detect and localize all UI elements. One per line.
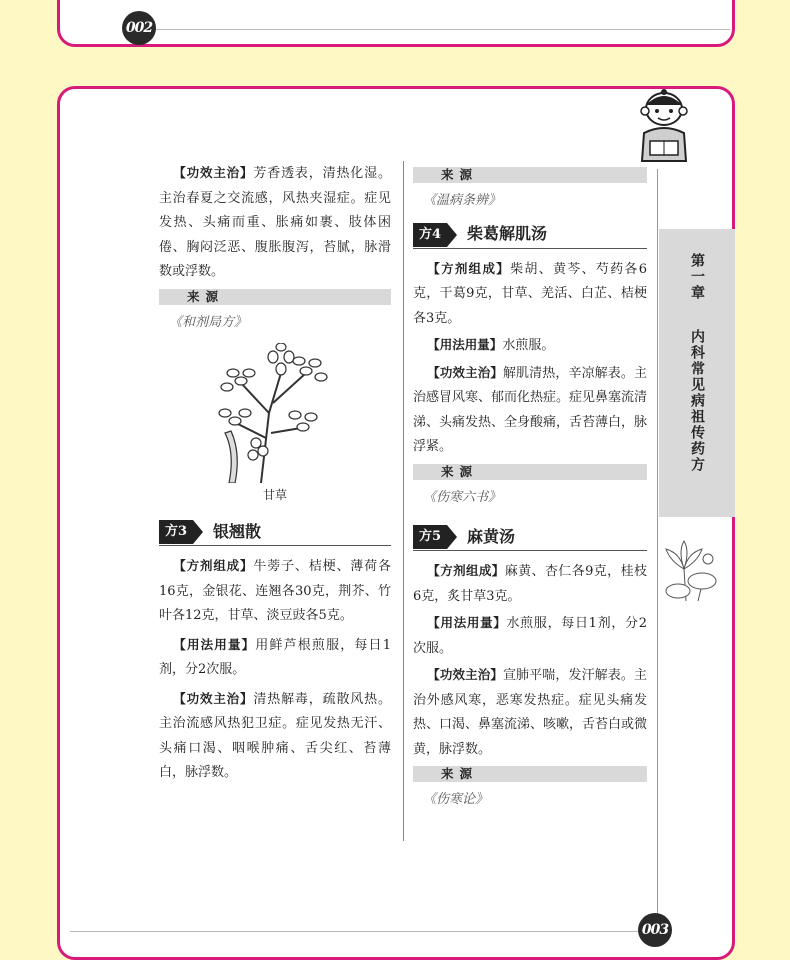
page-footer-line [150,29,730,30]
usage-text: 用鲜芦根煎服，每日1剂，分2次服。 [159,637,391,677]
prescription-tag: 方3 [159,520,193,544]
licorice-plant-icon [211,343,331,483]
prescription-5-header [413,524,647,551]
page-number-badge: 002 [122,11,156,45]
chapter-tab [659,229,735,517]
page-footer-line [70,931,638,932]
source-header: 来源 [413,464,647,480]
composition-text: 柴胡、黄芩、芍药各6克，干葛9克，甘草、羌活、白芷、桔梗各3克。 [413,261,647,326]
composition-text: 牛蒡子、桔梗、薄荷各16克，金银花、连翘各30克，荆芥、竹叶各12克，甘草、淡豆豉各5克。 [159,559,391,623]
previous-page [57,0,735,47]
source-header: 来源 [159,289,391,305]
column-divider [403,161,404,841]
composition-label: 【方剂组成】 [427,260,511,276]
source-header: 来源 [413,766,647,782]
usage-label: 【用法用量】 [173,636,256,652]
chapter-number: 第一章 [689,253,705,301]
lotus-icon [664,539,720,605]
current-page [57,86,735,960]
source-header: 来源 [413,167,647,183]
prescription-tag: 方4 [413,223,447,247]
prescription-name: 麻黄汤 [467,526,516,546]
effect-text: 解肌清热，辛凉解表。主治感冒风寒、郁而化热症。症见鼻塞流清涕、头痛发热、全身酸痛，舌苔薄白，脉浮紧。 [413,365,648,454]
source-name: 《温病条辨》 [423,193,502,208]
composition-label: 【方剂组成】 [173,558,254,573]
composition-text: 麻黄、杏仁各9克，桂枝6克，炙甘草3克。 [413,564,647,604]
prescription-name: 柴葛解肌汤 [467,224,548,244]
effect-text: 宣肺平喘，发汗解表。主治外感风寒，恶寒发热症。症见头痛发热、口渴、鼻塞流涕、咳嗽，舌苔白或微黄，脉浮数。 [413,668,648,757]
side-divider [657,169,658,929]
effect-label: 【功效主治】 [427,667,503,682]
prescription-3-header [159,519,391,546]
effect-label: 【功效主治】 [427,364,503,380]
source-name: 《伤寒六书》 [423,489,502,505]
composition-label: 【方剂组成】 [427,563,505,578]
source-name: 《和剂局方》 [169,314,248,330]
effect-label: 【功效主治】 [173,690,254,706]
boy-mascot-icon [628,89,700,163]
herb-illustration [159,343,391,511]
usage-label: 【用法用量】 [427,337,503,352]
left-column [159,161,391,786]
source-name: 《伤寒论》 [423,792,489,807]
page-number-badge: 003 [638,913,672,947]
usage-label: 【用法用量】 [427,615,507,630]
usage-text: 水煎服。 [502,338,555,353]
prescription-name: 银翘散 [213,521,262,541]
usage-text: 水煎服，每日1剂，分2次服。 [413,616,647,656]
effect-label: 【功效主治】 [173,165,254,180]
effect-text: 芳香透表，清热化湿。主治春夏之交流感，风热夹湿症。症见发热、头痛而重、胀痛如裹、肢体困倦、胸闷泛恶、腹胀腹泻，苔腻，脉滑数或浮数。 [159,166,391,279]
chapter-title: 内科常见病祖传药方 [689,329,705,473]
prescription-4-header [413,222,647,249]
effect-text: 清热解毒，疏散风热。主治流感风热犯卫症。症见发热无汗、头痛口渴、咽喉肿痛、舌尖红、苔薄白，脉浮数。 [159,691,391,780]
prescription-tag: 方5 [413,525,447,549]
right-column [413,167,647,821]
herb-caption: 甘草 [262,488,287,502]
